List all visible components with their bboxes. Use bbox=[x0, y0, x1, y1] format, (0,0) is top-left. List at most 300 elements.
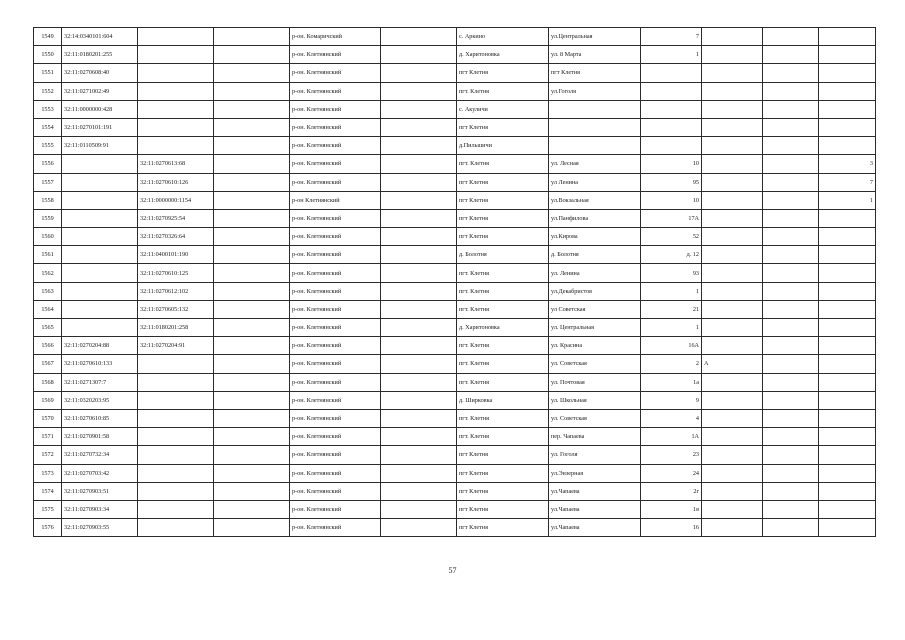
cell-building bbox=[702, 319, 763, 337]
cell-col-empty-6 bbox=[381, 137, 457, 155]
cell-house-number: 1а bbox=[641, 373, 702, 391]
cell-col-empty-6 bbox=[381, 82, 457, 100]
cell-building bbox=[702, 137, 763, 155]
cell-settlement: пгт Клетня bbox=[457, 64, 549, 82]
cell-col-11 bbox=[763, 100, 819, 118]
cell-col-11 bbox=[763, 155, 819, 173]
table-body bbox=[34, 28, 876, 537]
cell-cadastral-number-alt bbox=[138, 500, 214, 518]
cell-col-11 bbox=[763, 319, 819, 337]
cell-col-empty-4 bbox=[214, 137, 290, 155]
cell-row-number: 1557 bbox=[34, 173, 62, 191]
table-row bbox=[34, 173, 876, 191]
cell-cadastral-number: 32:11:0271002:49 bbox=[62, 82, 138, 100]
cell-apartment bbox=[819, 100, 876, 118]
cell-cadastral-number bbox=[62, 264, 138, 282]
cell-cadastral-number-alt bbox=[138, 355, 214, 373]
cell-district: р-он. Клетнянский bbox=[290, 319, 381, 337]
table-row bbox=[34, 409, 876, 427]
cell-row-number: 1552 bbox=[34, 82, 62, 100]
table-row bbox=[34, 519, 876, 537]
cell-settlement: пгт Клетня bbox=[457, 464, 549, 482]
cell-row-number: 1561 bbox=[34, 246, 62, 264]
cell-building bbox=[702, 173, 763, 191]
cell-street: ул.Декабристов bbox=[549, 282, 641, 300]
cell-cadastral-number-alt bbox=[138, 82, 214, 100]
cell-house-number: 24 bbox=[641, 464, 702, 482]
cell-street: ул.Энзерная bbox=[549, 464, 641, 482]
cell-street: ул.Чапаева bbox=[549, 500, 641, 518]
cell-building bbox=[702, 519, 763, 537]
cell-settlement: д. Болотня bbox=[457, 246, 549, 264]
cell-col-11 bbox=[763, 337, 819, 355]
cell-house-number: 52 bbox=[641, 228, 702, 246]
cell-cadastral-number bbox=[62, 246, 138, 264]
cell-row-number: 1550 bbox=[34, 46, 62, 64]
cell-cadastral-number-alt bbox=[138, 519, 214, 537]
cell-district: р-он. Клетнянский bbox=[290, 409, 381, 427]
cell-district: р-он. Клетнянский bbox=[290, 391, 381, 409]
cell-cadastral-number bbox=[62, 300, 138, 318]
cell-house-number: 93 bbox=[641, 264, 702, 282]
cell-col-empty-6 bbox=[381, 500, 457, 518]
cell-row-number: 1574 bbox=[34, 482, 62, 500]
cell-col-empty-6 bbox=[381, 337, 457, 355]
cell-district: р-он. Клетнянский bbox=[290, 282, 381, 300]
cell-apartment bbox=[819, 28, 876, 46]
cell-cadastral-number bbox=[62, 228, 138, 246]
cell-col-11 bbox=[763, 246, 819, 264]
cell-col-empty-6 bbox=[381, 155, 457, 173]
cell-settlement: пгт. Клетня bbox=[457, 282, 549, 300]
cell-cadastral-number: 32:11:0270204:88 bbox=[62, 337, 138, 355]
cell-col-empty-4 bbox=[214, 64, 290, 82]
cell-cadastral-number-alt bbox=[138, 464, 214, 482]
cell-house-number: 1 bbox=[641, 319, 702, 337]
cell-apartment bbox=[819, 300, 876, 318]
cell-building bbox=[702, 391, 763, 409]
cell-col-empty-4 bbox=[214, 373, 290, 391]
cell-building bbox=[702, 482, 763, 500]
table-row bbox=[34, 282, 876, 300]
cell-settlement: пгт. Клетня bbox=[457, 337, 549, 355]
cell-building bbox=[702, 228, 763, 246]
cell-col-11 bbox=[763, 118, 819, 136]
cell-col-11 bbox=[763, 500, 819, 518]
cell-cadastral-number-alt: 32:11:0270612:102 bbox=[138, 282, 214, 300]
cell-apartment bbox=[819, 246, 876, 264]
cell-apartment bbox=[819, 46, 876, 64]
cell-col-empty-4 bbox=[214, 246, 290, 264]
cell-row-number: 1576 bbox=[34, 519, 62, 537]
cell-col-11 bbox=[763, 209, 819, 227]
cell-street: ул.Чапаева bbox=[549, 482, 641, 500]
cell-col-empty-6 bbox=[381, 373, 457, 391]
cell-col-empty-4 bbox=[214, 100, 290, 118]
cell-street: ул. Лесная bbox=[549, 155, 641, 173]
cell-street: ул Ленина bbox=[549, 173, 641, 191]
cell-district: р-он. Клетнянский bbox=[290, 173, 381, 191]
cell-row-number: 1559 bbox=[34, 209, 62, 227]
cell-house-number: 1 bbox=[641, 46, 702, 64]
cell-row-number: 1558 bbox=[34, 191, 62, 209]
cell-building: А bbox=[702, 355, 763, 373]
cell-building bbox=[702, 464, 763, 482]
cell-cadastral-number-alt: 32:11:0180201:258 bbox=[138, 319, 214, 337]
cell-building bbox=[702, 500, 763, 518]
cell-settlement: пгт. Клетня bbox=[457, 264, 549, 282]
cell-col-empty-6 bbox=[381, 191, 457, 209]
cell-apartment bbox=[819, 428, 876, 446]
cell-cadastral-number bbox=[62, 282, 138, 300]
cell-row-number: 1554 bbox=[34, 118, 62, 136]
cell-cadastral-number-alt: 32:11:0270610:125 bbox=[138, 264, 214, 282]
cell-col-empty-6 bbox=[381, 118, 457, 136]
cell-col-11 bbox=[763, 264, 819, 282]
cell-district: р-он. Клетнянский bbox=[290, 246, 381, 264]
cell-district: р-он. Клетнянский bbox=[290, 46, 381, 64]
cell-street bbox=[549, 137, 641, 155]
cell-street: ул. Школьная bbox=[549, 391, 641, 409]
cell-col-11 bbox=[763, 28, 819, 46]
cell-house-number: 10 bbox=[641, 155, 702, 173]
cell-col-empty-4 bbox=[214, 228, 290, 246]
cell-col-11 bbox=[763, 191, 819, 209]
cell-cadastral-number-alt: 32:11:0270326:64 bbox=[138, 228, 214, 246]
cell-street: ул.Кирова bbox=[549, 228, 641, 246]
page-number: 57 bbox=[448, 566, 457, 575]
cell-col-11 bbox=[763, 300, 819, 318]
cell-settlement: с. Акуличи bbox=[457, 100, 549, 118]
cell-col-empty-6 bbox=[381, 300, 457, 318]
table-row bbox=[34, 209, 876, 227]
cell-settlement: пгт Клетня bbox=[457, 482, 549, 500]
table-row bbox=[34, 300, 876, 318]
cell-settlement: пгт Клетня bbox=[457, 118, 549, 136]
cell-col-empty-4 bbox=[214, 118, 290, 136]
cell-col-empty-4 bbox=[214, 264, 290, 282]
cell-district: р-он. Клетнянский bbox=[290, 100, 381, 118]
cell-apartment bbox=[819, 282, 876, 300]
cell-house-number bbox=[641, 64, 702, 82]
cell-col-11 bbox=[763, 446, 819, 464]
cell-row-number: 1566 bbox=[34, 337, 62, 355]
cell-cadastral-number: 32:11:0270903:51 bbox=[62, 482, 138, 500]
cell-street: ул.Гоголя bbox=[549, 82, 641, 100]
table-row bbox=[34, 500, 876, 518]
cell-cadastral-number-alt bbox=[138, 118, 214, 136]
cell-cadastral-number-alt: 32:11:0000000:1154 bbox=[138, 191, 214, 209]
cell-house-number: 1 bbox=[641, 282, 702, 300]
cell-street: ул. Ленина bbox=[549, 264, 641, 282]
cell-col-empty-4 bbox=[214, 519, 290, 537]
cell-cadastral-number: 32:11:0270903:55 bbox=[62, 519, 138, 537]
cell-col-empty-4 bbox=[214, 46, 290, 64]
cell-house-number: 95 bbox=[641, 173, 702, 191]
cell-apartment bbox=[819, 500, 876, 518]
table-row bbox=[34, 337, 876, 355]
cell-house-number: 17А bbox=[641, 209, 702, 227]
cell-cadastral-number bbox=[62, 191, 138, 209]
cell-street: ул Советская bbox=[549, 300, 641, 318]
table-row bbox=[34, 228, 876, 246]
cell-house-number bbox=[641, 82, 702, 100]
cell-street: ул. Советская bbox=[549, 355, 641, 373]
cell-building bbox=[702, 209, 763, 227]
cell-row-number: 1549 bbox=[34, 28, 62, 46]
cell-street: ул. Красина bbox=[549, 337, 641, 355]
cell-apartment bbox=[819, 118, 876, 136]
cell-col-empty-6 bbox=[381, 28, 457, 46]
table-row bbox=[34, 46, 876, 64]
cell-row-number: 1575 bbox=[34, 500, 62, 518]
cell-house-number: 21 bbox=[641, 300, 702, 318]
cell-cadastral-number: 32:11:0000000:428 bbox=[62, 100, 138, 118]
cell-row-number: 1573 bbox=[34, 464, 62, 482]
cell-col-empty-4 bbox=[214, 428, 290, 446]
cell-cadastral-number: 32:11:0270903:34 bbox=[62, 500, 138, 518]
cell-district: р-он. Клетнянский bbox=[290, 209, 381, 227]
cell-cadastral-number: 32:14:0340101:604 bbox=[62, 28, 138, 46]
cell-district: р-он. Клетнянский bbox=[290, 337, 381, 355]
cell-col-empty-4 bbox=[214, 28, 290, 46]
cell-settlement: пгт. Клетня bbox=[457, 428, 549, 446]
cell-settlement: пгт. Клетня bbox=[457, 409, 549, 427]
cell-cadastral-number: 32:11:0270703:42 bbox=[62, 464, 138, 482]
table-row bbox=[34, 446, 876, 464]
cell-building bbox=[702, 446, 763, 464]
cell-cadastral-number-alt bbox=[138, 64, 214, 82]
cell-row-number: 1565 bbox=[34, 319, 62, 337]
cell-col-empty-4 bbox=[214, 500, 290, 518]
cell-house-number: 16 bbox=[641, 519, 702, 537]
cell-row-number: 1555 bbox=[34, 137, 62, 155]
cell-cadastral-number-alt bbox=[138, 428, 214, 446]
cell-cadastral-number bbox=[62, 209, 138, 227]
cell-cadastral-number-alt bbox=[138, 482, 214, 500]
cell-building bbox=[702, 300, 763, 318]
cell-col-empty-4 bbox=[214, 409, 290, 427]
cell-apartment bbox=[819, 464, 876, 482]
cell-apartment bbox=[819, 82, 876, 100]
cell-apartment bbox=[819, 355, 876, 373]
cell-district: р-он. Клетнянский bbox=[290, 519, 381, 537]
cell-cadastral-number-alt bbox=[138, 46, 214, 64]
cell-settlement: д. Ширковка bbox=[457, 391, 549, 409]
cell-col-empty-6 bbox=[381, 519, 457, 537]
cell-cadastral-number bbox=[62, 173, 138, 191]
cell-building bbox=[702, 100, 763, 118]
cell-district: р-он. Клетнянский bbox=[290, 373, 381, 391]
cell-col-empty-6 bbox=[381, 391, 457, 409]
cell-district: р-он. Клетнянский bbox=[290, 155, 381, 173]
table-row bbox=[34, 391, 876, 409]
cell-building bbox=[702, 428, 763, 446]
cell-settlement: пгт. Клетня bbox=[457, 82, 549, 100]
cell-cadastral-number-alt bbox=[138, 446, 214, 464]
cell-street: ул. Гоголя bbox=[549, 446, 641, 464]
cell-col-empty-6 bbox=[381, 428, 457, 446]
cell-col-empty-4 bbox=[214, 446, 290, 464]
cell-col-empty-4 bbox=[214, 82, 290, 100]
cell-col-empty-6 bbox=[381, 100, 457, 118]
cell-apartment bbox=[819, 264, 876, 282]
cell-col-11 bbox=[763, 64, 819, 82]
cell-house-number: 1в bbox=[641, 500, 702, 518]
cell-cadastral-number: 32:11:0180201:255 bbox=[62, 46, 138, 64]
cell-street: ул.Панфилова bbox=[549, 209, 641, 227]
table-row bbox=[34, 64, 876, 82]
cell-street: ул.Вокзальная bbox=[549, 191, 641, 209]
cell-cadastral-number: 32:11:0270610:133 bbox=[62, 355, 138, 373]
cell-settlement: с. Аркино bbox=[457, 28, 549, 46]
cell-cadastral-number-alt: 32:11:0270605:132 bbox=[138, 300, 214, 318]
cell-col-empty-6 bbox=[381, 209, 457, 227]
cell-col-empty-4 bbox=[214, 155, 290, 173]
cell-cadastral-number-alt: 32:11:0270204:91 bbox=[138, 337, 214, 355]
cell-cadastral-number-alt bbox=[138, 137, 214, 155]
cell-col-11 bbox=[763, 409, 819, 427]
cell-district: р-он. Комаричский bbox=[290, 28, 381, 46]
cell-building bbox=[702, 64, 763, 82]
cell-street: ул. 8 Марта bbox=[549, 46, 641, 64]
cell-settlement: пгт. Клетня bbox=[457, 300, 549, 318]
cell-apartment: 1 bbox=[819, 191, 876, 209]
cell-row-number: 1564 bbox=[34, 300, 62, 318]
table-row bbox=[34, 355, 876, 373]
cell-district: р-он. Клетнянский bbox=[290, 228, 381, 246]
cell-district: р-он Клетнянский bbox=[290, 191, 381, 209]
cell-district: р-он. Клетнянский bbox=[290, 82, 381, 100]
cell-row-number: 1570 bbox=[34, 409, 62, 427]
cell-house-number: 2г bbox=[641, 482, 702, 500]
cell-settlement: д. Харитоновка bbox=[457, 46, 549, 64]
cell-district: р-он. Клетнянский bbox=[290, 355, 381, 373]
table-row bbox=[34, 482, 876, 500]
cell-cadastral-number bbox=[62, 319, 138, 337]
cell-cadastral-number: 32:11:0270610:85 bbox=[62, 409, 138, 427]
table-row bbox=[34, 137, 876, 155]
cell-apartment: 3 bbox=[819, 155, 876, 173]
cell-apartment bbox=[819, 446, 876, 464]
cell-col-empty-6 bbox=[381, 446, 457, 464]
cell-settlement: пгт Клетня bbox=[457, 191, 549, 209]
table-row bbox=[34, 319, 876, 337]
cell-cadastral-number-alt bbox=[138, 28, 214, 46]
cell-house-number: 9 bbox=[641, 391, 702, 409]
cell-col-empty-4 bbox=[214, 482, 290, 500]
register-table bbox=[33, 27, 876, 537]
cell-building bbox=[702, 373, 763, 391]
cell-street bbox=[549, 100, 641, 118]
cell-apartment bbox=[819, 337, 876, 355]
cell-cadastral-number-alt bbox=[138, 409, 214, 427]
cell-col-11 bbox=[763, 482, 819, 500]
cell-col-empty-6 bbox=[381, 319, 457, 337]
cell-cadastral-number: 32:11:0270608:40 bbox=[62, 64, 138, 82]
table-row bbox=[34, 428, 876, 446]
cell-apartment bbox=[819, 319, 876, 337]
cell-col-empty-6 bbox=[381, 409, 457, 427]
cell-house-number: 2 bbox=[641, 355, 702, 373]
cell-apartment bbox=[819, 228, 876, 246]
cell-col-11 bbox=[763, 464, 819, 482]
cell-cadastral-number-alt bbox=[138, 373, 214, 391]
cell-settlement: пгт Клетня bbox=[457, 209, 549, 227]
cell-building bbox=[702, 155, 763, 173]
cell-cadastral-number-alt: 32:11:0270613:68 bbox=[138, 155, 214, 173]
cell-street: пер. Чапаева bbox=[549, 428, 641, 446]
cell-col-empty-6 bbox=[381, 282, 457, 300]
cell-settlement: пгт. Клетня bbox=[457, 355, 549, 373]
cell-building bbox=[702, 28, 763, 46]
cell-col-11 bbox=[763, 173, 819, 191]
table-row bbox=[34, 82, 876, 100]
table-row bbox=[34, 28, 876, 46]
cell-col-11 bbox=[763, 82, 819, 100]
cell-cadastral-number: 32:11:0270732:34 bbox=[62, 446, 138, 464]
cell-building bbox=[702, 191, 763, 209]
cell-street: ул.Центральная bbox=[549, 28, 641, 46]
cell-row-number: 1551 bbox=[34, 64, 62, 82]
cell-col-empty-6 bbox=[381, 482, 457, 500]
cell-apartment bbox=[819, 373, 876, 391]
cell-row-number: 1572 bbox=[34, 446, 62, 464]
cell-col-empty-6 bbox=[381, 46, 457, 64]
table-row bbox=[34, 373, 876, 391]
cell-house-number bbox=[641, 137, 702, 155]
cell-col-empty-4 bbox=[214, 300, 290, 318]
table-row bbox=[34, 118, 876, 136]
cell-cadastral-number: 32:11:0270101:191 bbox=[62, 118, 138, 136]
cell-settlement: пгт Клетня bbox=[457, 228, 549, 246]
cell-cadastral-number: 32:11:0320203:95 bbox=[62, 391, 138, 409]
cell-row-number: 1562 bbox=[34, 264, 62, 282]
cell-apartment bbox=[819, 64, 876, 82]
cell-col-11 bbox=[763, 428, 819, 446]
cell-district: р-он. Клетнянский bbox=[290, 500, 381, 518]
cell-cadastral-number-alt: 32:11:0400101:190 bbox=[138, 246, 214, 264]
cell-building bbox=[702, 409, 763, 427]
cell-house-number: 4 bbox=[641, 409, 702, 427]
cell-street: д. Болотня bbox=[549, 246, 641, 264]
cell-house-number bbox=[641, 100, 702, 118]
cell-settlement: пгт Клетня bbox=[457, 173, 549, 191]
cell-house-number: 1А bbox=[641, 428, 702, 446]
cell-district: р-он. Клетнянский bbox=[290, 428, 381, 446]
cell-row-number: 1556 bbox=[34, 155, 62, 173]
cell-apartment bbox=[819, 137, 876, 155]
cell-cadastral-number-alt bbox=[138, 391, 214, 409]
cell-col-empty-4 bbox=[214, 209, 290, 227]
cell-settlement: пгт Клетня bbox=[457, 446, 549, 464]
cell-apartment bbox=[819, 391, 876, 409]
cell-col-empty-4 bbox=[214, 391, 290, 409]
cell-col-11 bbox=[763, 391, 819, 409]
cell-row-number: 1569 bbox=[34, 391, 62, 409]
cell-district: р-он. Клетнянский bbox=[290, 264, 381, 282]
table-row bbox=[34, 464, 876, 482]
cell-col-empty-6 bbox=[381, 246, 457, 264]
cell-col-empty-6 bbox=[381, 264, 457, 282]
cell-cadastral-number-alt: 32:11:0270925:54 bbox=[138, 209, 214, 227]
cell-col-empty-4 bbox=[214, 355, 290, 373]
cell-col-empty-6 bbox=[381, 228, 457, 246]
cell-district: р-он. Клетнянский bbox=[290, 482, 381, 500]
cell-building bbox=[702, 118, 763, 136]
cell-district: р-он. Клетнянский bbox=[290, 446, 381, 464]
cell-row-number: 1567 bbox=[34, 355, 62, 373]
